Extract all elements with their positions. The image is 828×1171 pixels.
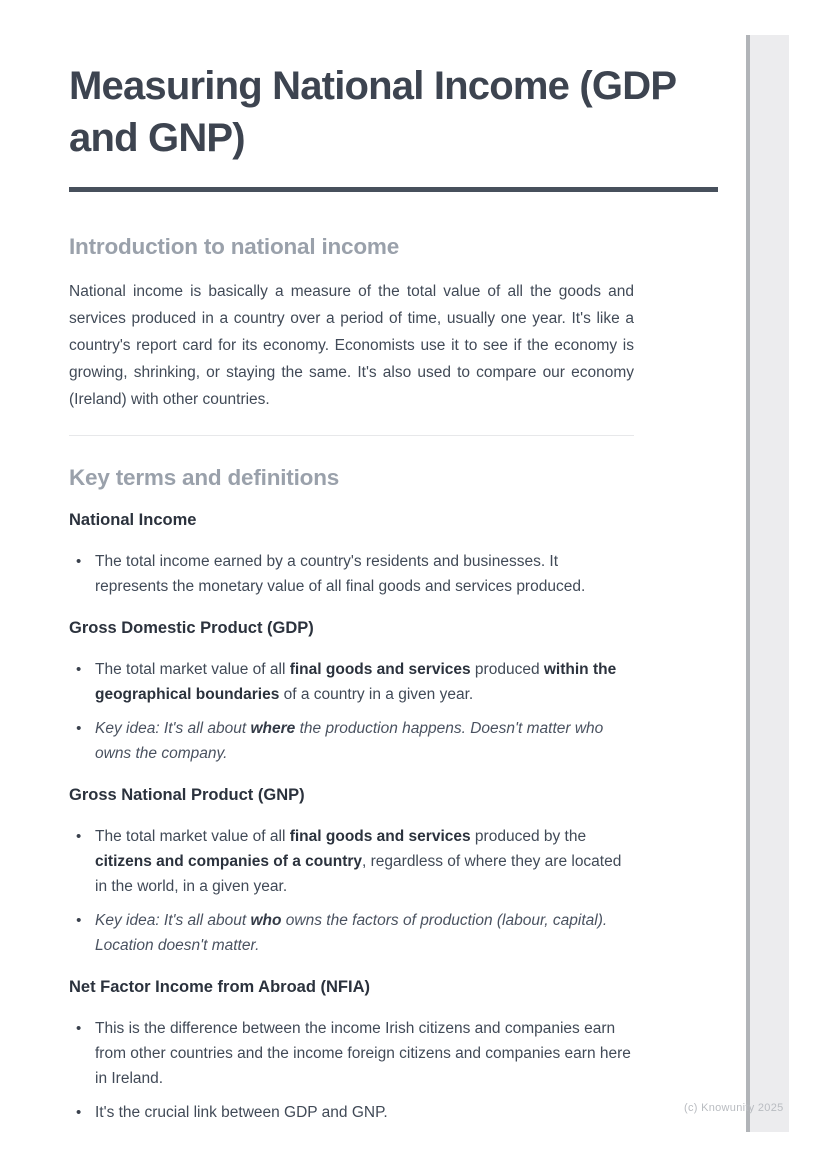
bullet-item: • Key idea: It's all about who owns the factors of production (labour, capital). Location doesn't matter. (69, 908, 634, 958)
term-heading: National Income (69, 511, 197, 529)
bullet-item: • The total market value of all final goods and services produced within the geographical boundaries of a country in a given year. (69, 657, 634, 707)
next-page-edge (746, 35, 789, 1132)
term-heading: Net Factor Income from Abroad (NFIA) (69, 978, 370, 996)
bullet-item: • The total income earned by a country's residents and businesses. It represents the monetary value of all final goods and services produced. (69, 549, 634, 599)
term-bullet-list (69, 657, 634, 766)
page-title: Measuring National Income (GDP and GNP) (69, 64, 676, 160)
section-heading-introduction: Introduction to national income (69, 234, 400, 259)
intro-paragraph: National income is basically a measure of the total value of all the goods and services produced in a country over a period of time, usually one year. It's like a country's report card for its economy. Economists use it to see if the economy is growing, shrinking, or staying the same. It's also used to compare our economy (Ireland) with other countries. (69, 283, 634, 408)
document-page (69, 0, 719, 1125)
term-bullet-list (69, 549, 634, 599)
term-bullet-list (69, 824, 634, 958)
bullet-item: • The total market value of all final goods and services produced by the citizens and companies of a country, regardless of where they are located in the world, in a given year. (69, 824, 634, 899)
bullet-item: • Key idea: It's all about where the production happens. Doesn't matter who owns the company. (69, 716, 634, 766)
watermark: (c) Knowunity 2025 (684, 1102, 784, 1114)
bullet-item: • This is the difference between the income Irish citizens and companies earn from other countries and the income foreign citizens and companies earn here in Ireland. (69, 1016, 634, 1091)
key-terms-list (69, 509, 719, 1125)
term-heading: Gross National Product (GNP) (69, 786, 305, 804)
title-rule (69, 187, 718, 192)
section-heading-key-terms: Key terms and definitions (69, 465, 340, 490)
section-divider (69, 435, 634, 436)
term-heading: Gross Domestic Product (GDP) (69, 619, 314, 637)
term-bullet-list (69, 1016, 634, 1125)
bullet-item: • It's the crucial link between GDP and GNP. (69, 1100, 634, 1125)
